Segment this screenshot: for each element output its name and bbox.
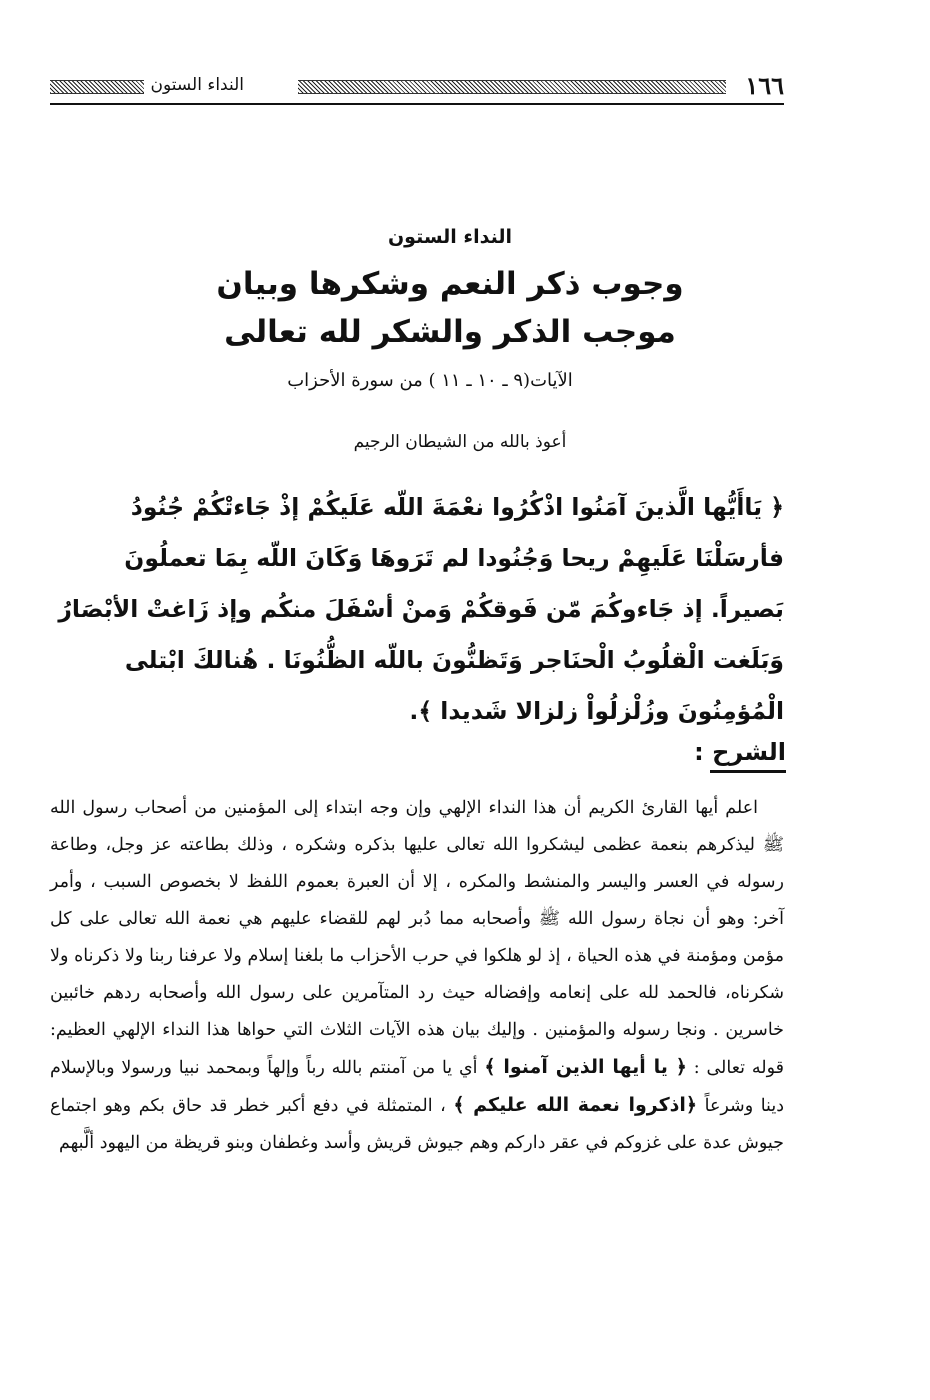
running-header [50, 70, 784, 104]
sharh-underline [710, 770, 786, 773]
verse-line: فأرسَلْنَا عَلَيهِمْ ريحا وَجُنُودا لم تَرَوهَا وَكَانَ اللّه بِمَا تعملُونَ [124, 544, 784, 572]
chapter-title-line-2: موجب الذكر والشكر لله تعالى [224, 314, 676, 350]
chapter-heading [100, 224, 800, 394]
chapter-title [100, 260, 800, 356]
ayat-reference: الآيات(٩ ـ ١٠ ـ ١١ ) من سورة الأحزاب [287, 370, 573, 391]
isti-adha: أعوذ بالله من الشيطان الرجيم [353, 432, 567, 452]
verse-line: بَصيراً. إذ جَاءوكُمَ مّن فَوقكُمْ وَمنْ أسْفَلَ منكُم وإذ زَاغتْ الأبْصَارُ [58, 595, 784, 623]
quoted-verse: ﴿ يا أيها الذين آمنوا ﴾ [484, 1056, 687, 1078]
sharh-heading: الشرح : [694, 738, 786, 766]
commentary-segment: ، المتمثلة في دفع أكبر خطر قد حاق بكم وهو اجتماع جيوش عدة على غزوكم في عقر داركم وهم جيوش قريش وأسد وغطفان وبنو قريظة من اليهود ألَّبهم [50, 1096, 784, 1153]
nida-label: النداء الستون [387, 226, 513, 248]
chapter-title-line-1: وجوب ذكر النعم وشكرها وبيان [216, 266, 684, 302]
commentary-segment: اعلم أيها القارئ الكريم أن هذا النداء الإلهي وإن وجه ابتداء إلى المؤمنين من أصحاب رسول الله ﷺ ليذكرهم بنعمة عظمى ليشكروا الله تعالى عليها بذكره وشكره ، وذلك بطاعته عز وجل، وطاعة رسوله في العسر واليسر والمنشط والمكره ، إلا أن العبرة بعموم اللفظ لا بخصوص السبب ، وأمر آخر: وهو أن نجاة رسول الله ﷺ وأصحابه مما دُبر لهم للقضاء عليهم هي نعمة الله تعالى على كل مؤمن ومؤمنة في هذه الحياة ، إذ لو هلكوا في حرب الأحزاب ما بلغنا إسلام ولا عرفنا ربنا ولا ذكرناه ولا شكرناه، فالحمد لله على إنعامه وإفضاله حيث رد المتآمرين على رسول الله وأصحابه ردهم خائبين خاسرين . ونجا رسوله والمؤمنين . وإليك بيان هذه الآيات الثلاث التي حواها هذا النداء الإلهي العظيم: قوله تعالى : [50, 798, 784, 1078]
header-rule [50, 103, 784, 105]
verse-line: ﴿ يَاأَيُّها الَّذينَ آمَنُوا اذْكُرُوا نعْمَةَ اللّه عَلَيكُمْ إذْ جَاءتْكُمْ جُنُودُ [130, 493, 784, 521]
quoted-verse: ﴿اذكروا نعمة الله عليكم ﴾ [453, 1094, 698, 1116]
commentary-paragraph [50, 790, 784, 1162]
running-title: النداء الستون [150, 75, 244, 95]
page-number: ١٦٦ [745, 71, 784, 100]
commentary-text [50, 790, 784, 1162]
header-ornament-bar-end [50, 80, 144, 94]
verse-line: الْمُؤمِنُونَ وزُلْزلُواْ زلزالا شَديدا ﴾. [409, 697, 784, 725]
verse-line: وَبَلَغت الْقلُوبُ الْحنَاجر وَتَظنُّونَ باللّه الظُّنُونَا . هُنالكَ ابْتلى [124, 646, 784, 674]
quran-verse [50, 482, 784, 737]
commentary-segment: أي يا من آمنتم بالله رباً وإلهاً وبمحمد نبيا ورسولا وبالإسلام دينا وشرعاً [50, 1058, 784, 1116]
header-ornament-bar [298, 80, 726, 94]
